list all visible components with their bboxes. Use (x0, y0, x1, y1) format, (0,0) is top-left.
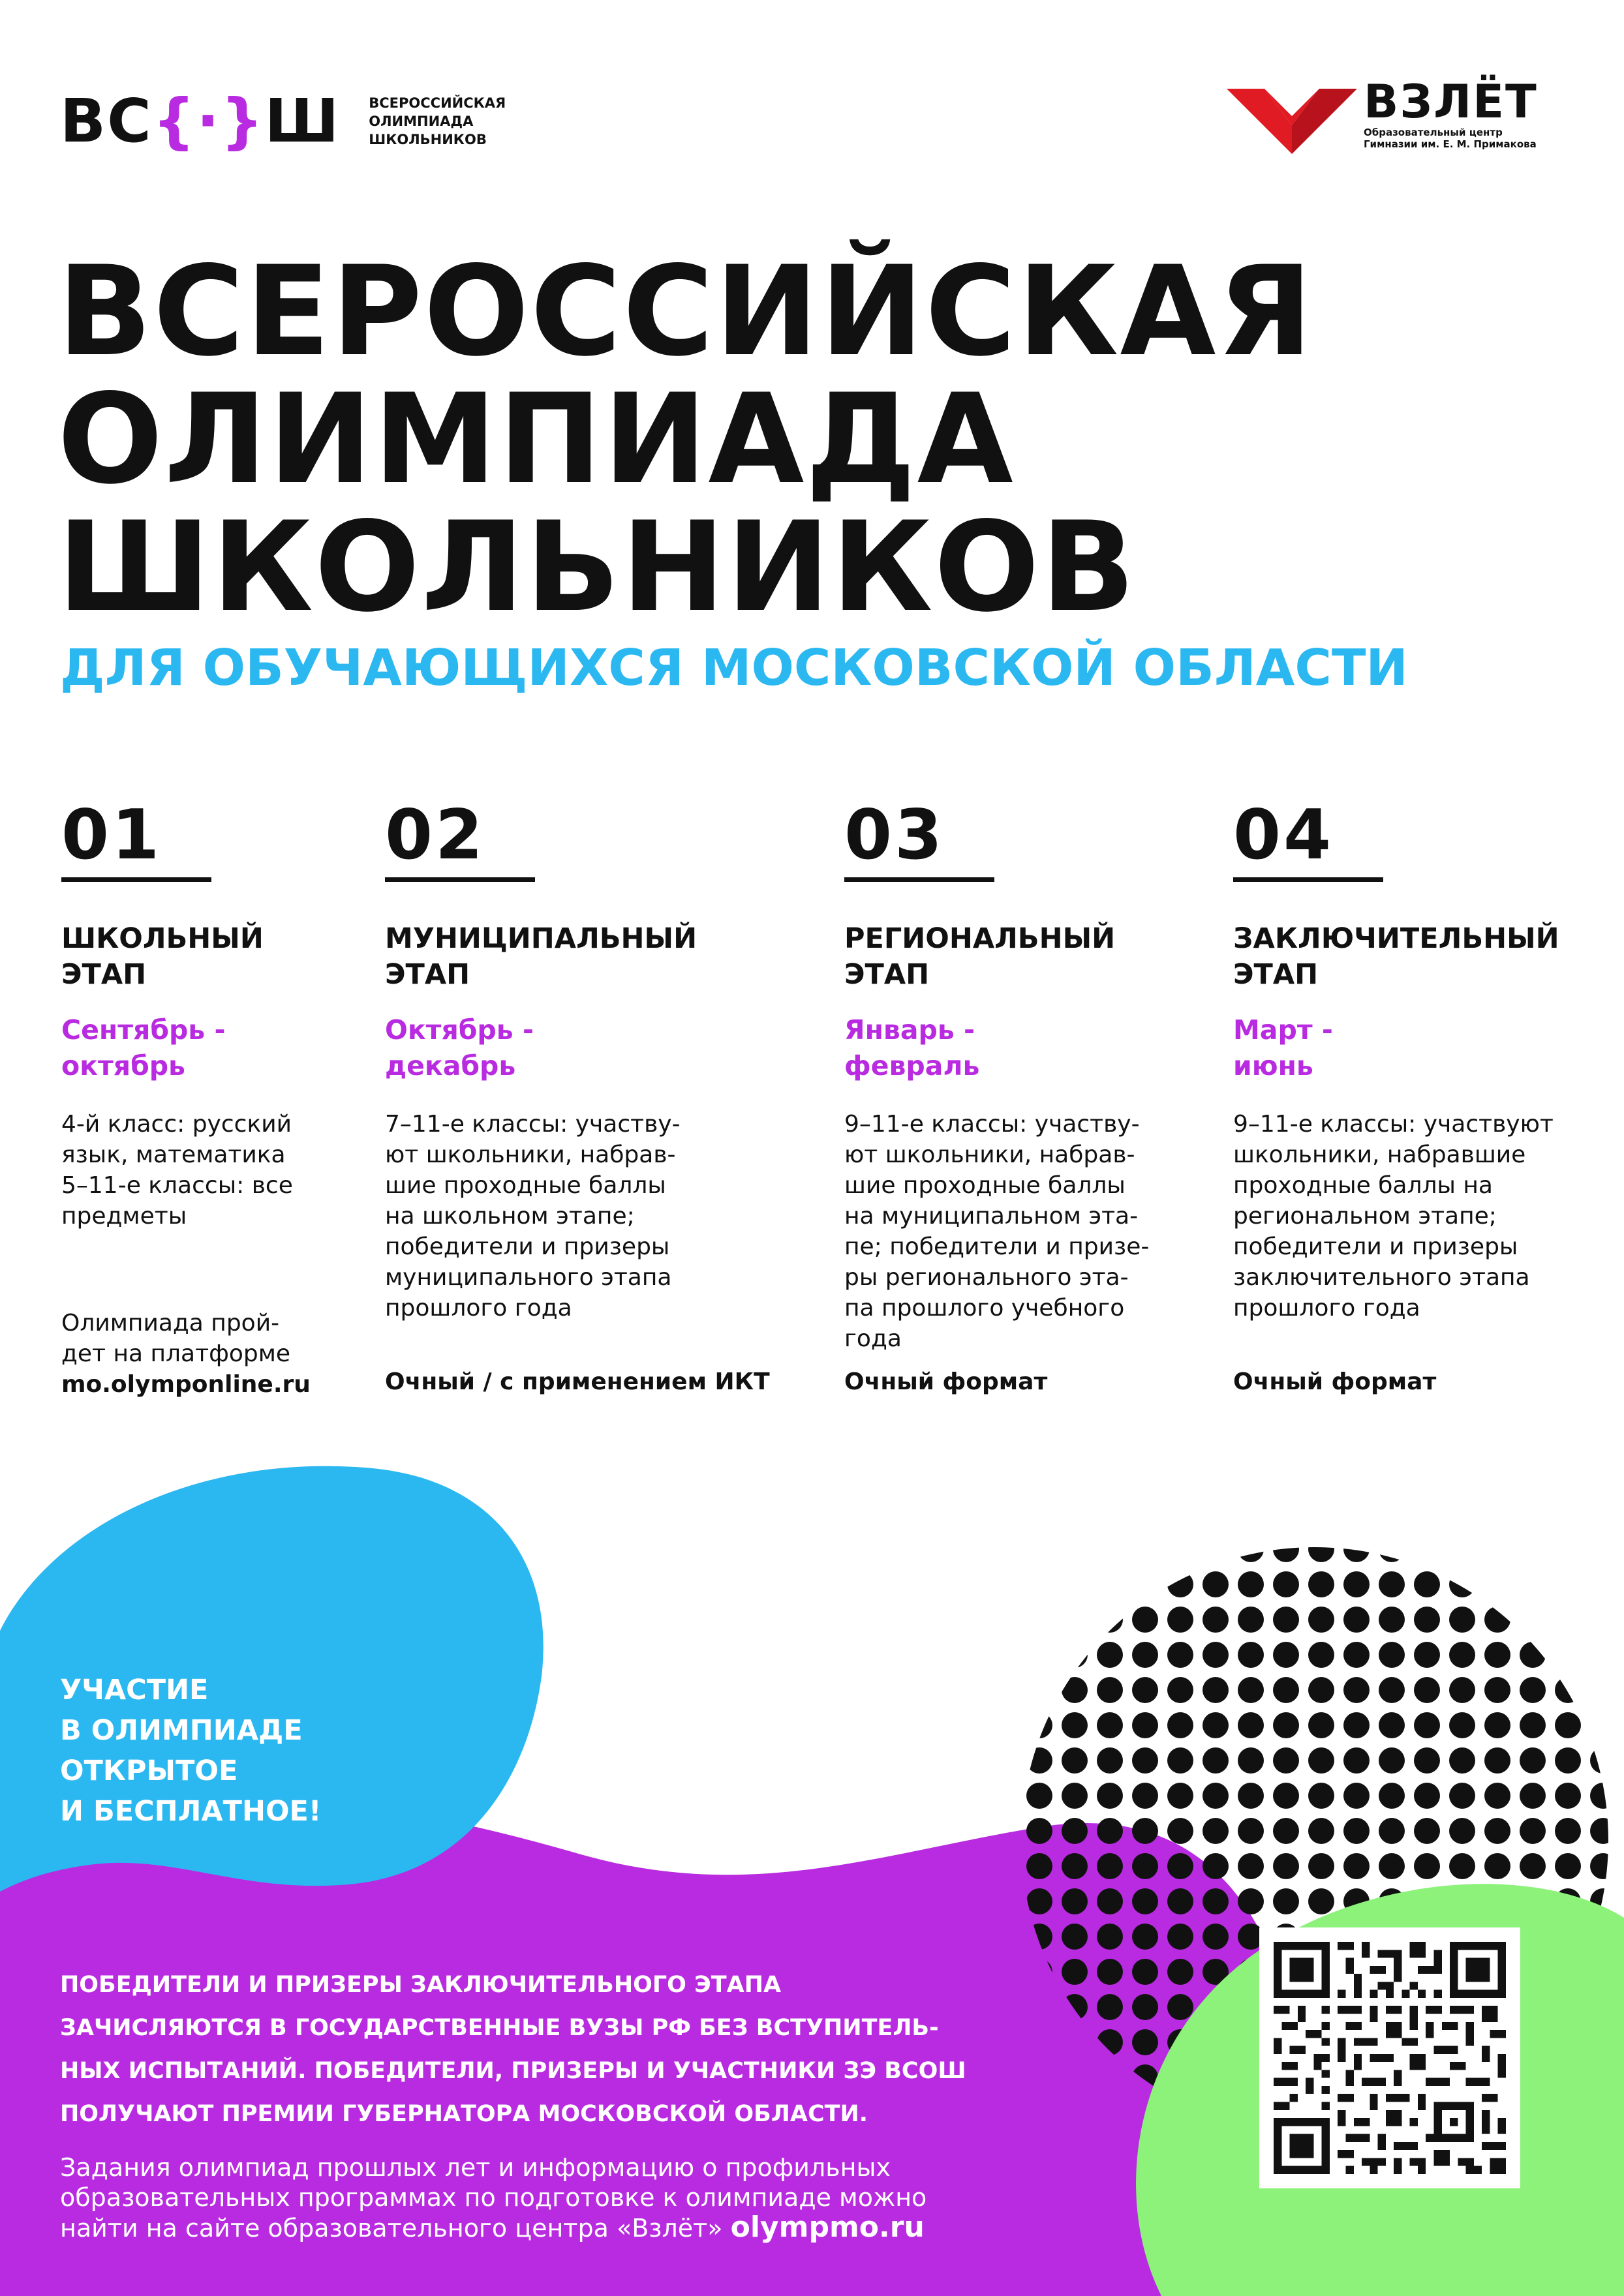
stage-name-line: ЗАКЛЮЧИТЕЛЬНЫЙ (1233, 922, 1559, 955)
stage-divider (844, 877, 994, 882)
vzlet-logo-name: ВЗЛЁТ (1364, 75, 1538, 128)
promo-note-line (60, 2213, 1078, 2243)
stage-description-line: муниципального этапа (385, 1264, 672, 1291)
stage-description-line: 9–11-е классы: участву- (844, 1111, 1140, 1138)
promo-resources-note (60, 2152, 1078, 2243)
promo-note-text: найти на сайте образовательного центра «Взлёт» (60, 2214, 723, 2243)
vsosh-subtitle-line: ШКОЛЬНИКОВ (369, 132, 487, 147)
stage-name-line: ШКОЛЬНЫЙ (61, 922, 264, 955)
stage-divider (385, 877, 535, 882)
stage-format: Очный формат (1233, 1368, 1437, 1395)
stage-description-line: предметы (61, 1203, 187, 1230)
page-title-line: ШКОЛЬНИКОВ (57, 495, 1137, 639)
stage-period (844, 1012, 1149, 1084)
stage-format: Очный / с применением ИКТ (385, 1368, 770, 1395)
stage-description (844, 1109, 1149, 1354)
stage-period-line: октябрь (61, 1050, 185, 1081)
vzlet-caption-line: Гимназии им. Е. М. Примакова (1364, 138, 1537, 150)
platform-link[interactable]: mo.olymponline.ru (61, 1371, 311, 1398)
stage-description-line: проходные баллы на (1233, 1172, 1493, 1199)
qr-code-icon (1274, 1942, 1506, 2174)
promo-purple-line: НЫХ ИСПЫТАНИЙ. ПОБЕДИТЕЛИ, ПРИЗЕРЫ И УЧАСТНИКИ ЗЭ ВСОШ (60, 2058, 966, 2084)
promo-blue-line: ОТКРЫТОЕ (60, 1755, 238, 1787)
stage-number: 04 (1233, 795, 1334, 875)
stage-divider (1233, 877, 1383, 882)
stage-number: 02 (385, 795, 486, 875)
vzlet-site-link[interactable]: olympmo.ru (730, 2211, 925, 2244)
stage-period (61, 1012, 293, 1084)
vzlet-logo-text (1364, 77, 1579, 150)
stage-name-line: ЭТАП (385, 958, 470, 991)
promo-purple-line: ПОБЕДИТЕЛИ И ПРИЗЕРЫ ЗАКЛЮЧИТЕЛЬНОГО ЭТАПА (60, 1972, 782, 1998)
stage-description-line: па прошлого учебного (844, 1295, 1125, 1322)
vsosh-logo-subtitle (369, 94, 538, 149)
stage-name (844, 921, 1149, 993)
stage-name-line: ЭТАП (1233, 958, 1319, 991)
vsosh-logo-mark-right: Ш (264, 86, 341, 156)
stage-municipal (385, 795, 770, 1395)
promo-note-line: Задания олимпиад прошлых лет и информацию о профильных (60, 2153, 891, 2182)
vzlet-logo (1227, 77, 1579, 155)
stage-description (61, 1109, 293, 1231)
stage-name-line: ЭТАП (61, 958, 147, 991)
stage-description-line: шие проходные баллы (844, 1172, 1126, 1199)
stage-description-line: ют школьники, набрав- (844, 1141, 1135, 1168)
promo-purple-line: ПОЛУЧАЮТ ПРЕМИИ ГУБЕРНАТОРА МОСКОВСКОЙ ОБЛАСТИ. (60, 2101, 868, 2127)
stage-name (385, 921, 697, 993)
stage-regional (844, 795, 1150, 1395)
stage-number: 03 (844, 795, 945, 875)
vsosh-subtitle-line: ВСЕРОССИЙСКАЯ (369, 95, 506, 111)
promo-blue-line: И БЕСПЛАТНОЕ! (60, 1795, 322, 1828)
stage-period (1233, 1012, 1559, 1084)
promo-purple-line: ЗАЧИСЛЯЮТСЯ В ГОСУДАРСТВЕННЫЕ ВУЗЫ РФ БЕЗ ВСТУПИТЕЛЬ- (60, 2015, 939, 2041)
stage-description-line: ры регионального эта- (844, 1264, 1129, 1291)
vsosh-logo (60, 86, 538, 156)
stage-name-line: РЕГИОНАЛЬНЫЙ (844, 922, 1116, 955)
stage-description-line: пе; победители и призе- (844, 1233, 1150, 1260)
stage-format: Очный формат (844, 1368, 1048, 1395)
stage-format (61, 1308, 311, 1400)
stage-description-line: региональном этапе; (1233, 1203, 1497, 1230)
vsosh-logo-mark-left: ВС (60, 86, 153, 156)
stage-format-line: Олимпиада прой- (61, 1310, 280, 1337)
stage-number: 01 (61, 795, 162, 875)
stage-final (1233, 795, 1559, 1395)
stage-period-line: Январь - (844, 1014, 975, 1046)
vzlet-logo-caption (1364, 127, 1579, 150)
stage-period-line: Март - (1233, 1014, 1333, 1046)
stage-period-line: июнь (1233, 1050, 1313, 1081)
stage-description-line: язык, математика (61, 1141, 286, 1168)
qr-code[interactable] (1259, 1927, 1520, 2188)
stage-period-line: Октябрь - (385, 1014, 534, 1046)
vsosh-logo-brace: {·} (152, 86, 265, 156)
stage-divider (61, 877, 211, 882)
stage-description-line: шие проходные баллы (385, 1172, 666, 1199)
page-title-line: ОЛИМПИАДА (57, 367, 1015, 511)
promo-note-line: образовательных программах по подготовке к олимпиаде можно (60, 2183, 927, 2212)
stage-description-line: школьники, набравшие (1233, 1141, 1526, 1168)
stage-name (1233, 921, 1559, 993)
promo-free-participation (60, 1670, 322, 1832)
stage-description-line: 9–11-е классы: участвуют (1233, 1111, 1554, 1138)
promo-blue-line: УЧАСТИЕ (60, 1674, 209, 1706)
checkmark-logo-icon (1227, 77, 1357, 155)
page-title-line: ВСЕРОССИЙСКАЯ (57, 239, 1314, 384)
stage-description-line: 4-й класс: русский (61, 1111, 292, 1138)
stage-description-line: на муниципальном эта- (844, 1203, 1139, 1230)
stage-description-line: прошлого года (385, 1295, 572, 1322)
vsosh-logo-mark (60, 86, 341, 156)
stage-period-line: декабрь (385, 1050, 516, 1081)
stage-name-line: ЭТАП (844, 958, 930, 991)
stage-description-line: на школьном этапе; (385, 1203, 635, 1230)
stage-name (61, 921, 293, 993)
vsosh-subtitle-line: ОЛИМПИАДА (369, 113, 474, 129)
page-subtitle: ДЛЯ ОБУЧАЮЩИХСЯ МОСКОВСКОЙ ОБЛАСТИ (60, 639, 1408, 697)
stage-name-line: МУНИЦИПАЛЬНЫЙ (385, 922, 697, 955)
stage-school (61, 795, 311, 1398)
stage-description-line: победители и призеры (385, 1233, 670, 1260)
promo-blue-line: В ОЛИМПИАДЕ (60, 1714, 303, 1747)
stage-description-line: заключительного этапа (1233, 1264, 1530, 1291)
stage-description-line: 5–11-е классы: все (61, 1172, 293, 1199)
stage-period (385, 1012, 697, 1084)
stage-description-line: 7–11-е классы: участву- (385, 1111, 681, 1138)
stage-description-line: прошлого года (1233, 1295, 1420, 1322)
stage-format-line: дет на платформе (61, 1340, 291, 1367)
stage-description (1233, 1109, 1559, 1323)
stage-description (385, 1109, 697, 1323)
stage-description-line: победители и призеры (1233, 1233, 1518, 1260)
page-title (57, 239, 1314, 639)
stage-period-line: Сентябрь - (61, 1014, 226, 1046)
stage-description-line: года (844, 1325, 902, 1352)
stage-period-line: февраль (844, 1050, 980, 1081)
vzlet-caption-line: Образовательный центр (1364, 127, 1503, 138)
promo-winners-benefits (60, 1963, 1078, 2136)
stage-description-line: ют школьники, набрав- (385, 1141, 676, 1168)
